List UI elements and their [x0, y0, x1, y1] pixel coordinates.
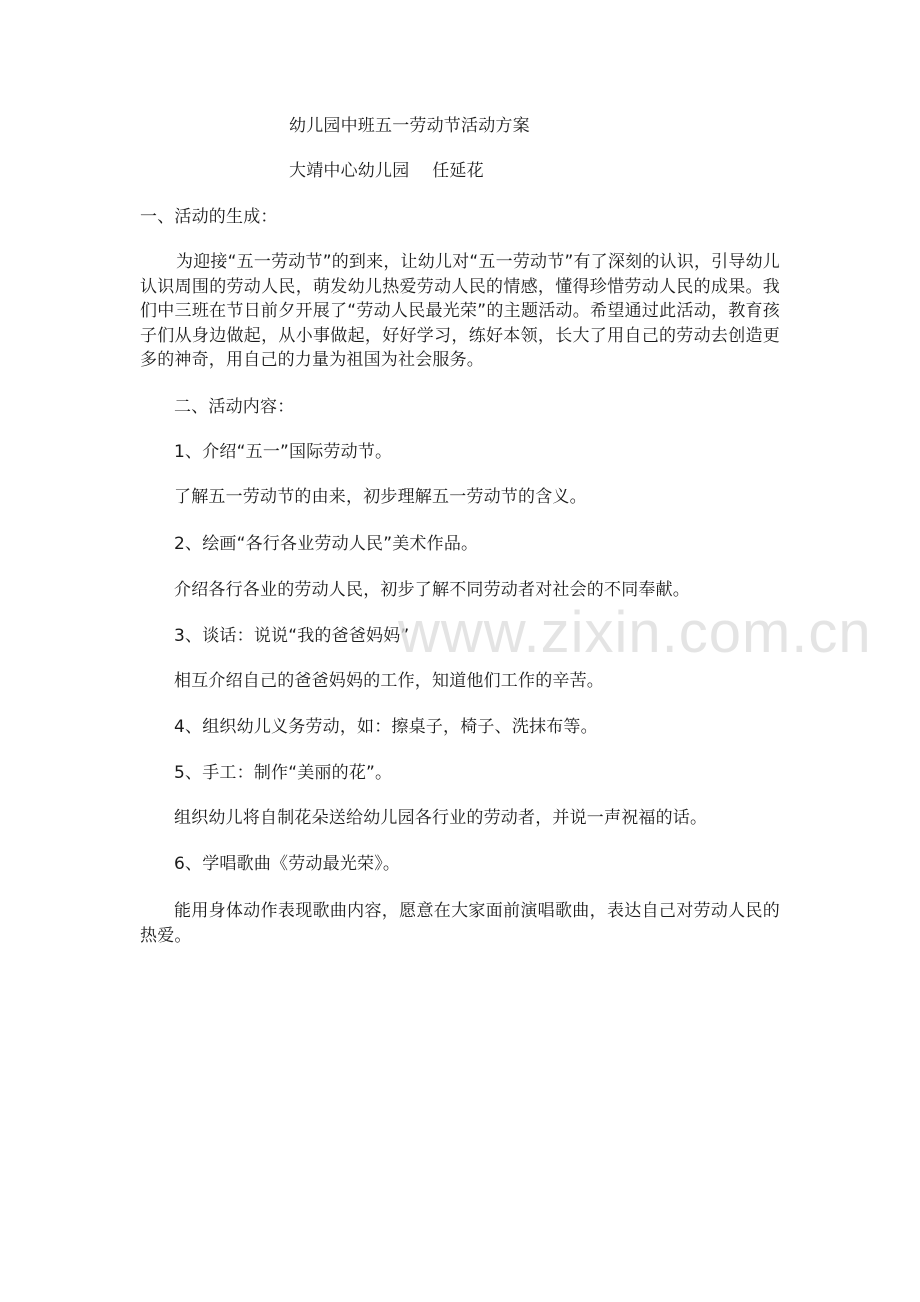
list-item-5-description: 组织幼儿将自制花朵送给幼儿园各行业的劳动者，并说一声祝福的话。	[174, 808, 708, 828]
list-item-5: 5、手工：制作“美丽的花”。	[174, 763, 393, 783]
list-item-1: 1、介绍“五一”国际劳动节。	[174, 442, 393, 462]
list-item-4: 4、组织幼儿义务劳动，如：擦桌子，椅子、洗抹布等。	[174, 717, 598, 737]
list-item-1-description: 了解五一劳动节的由来，初步理解五一劳动节的含义。	[174, 487, 587, 507]
list-item-6-description: 能用身体动作表现歌曲内容，愿意在大家面前演唱歌曲，表达自己对劳动人民的热爱。	[140, 901, 780, 946]
list-item-2-description: 介绍各行各业的劳动人民，初步了解不同劳动者对社会的不同奉献。	[174, 580, 690, 600]
list-item-6: 6、学唱歌曲《劳动最光荣》。	[174, 854, 401, 874]
document-author: 大靖中心幼儿园 任延花	[289, 161, 484, 181]
watermark: www.zixin.com.cn	[398, 600, 872, 665]
section-1-heading: 一、活动的生成：	[140, 207, 278, 227]
section-1-paragraph: 为迎接“五一劳动节”的到来，让幼儿对“五一劳动节”有了深刻的认识，引导幼儿认识周围的劳动人民，萌发幼儿热爱劳动人民的情感，懂得珍惜劳动人民的成果。我们中三班在节日前夕开展了“劳动人民最光荣”的主题活动。希望通过此活动，教育孩子们从身边做起，从小事做起，好好学习，练好本领，长大了用自己的劳动去创造更多的神奇，用自己的力量为祖国为社会服务。	[140, 252, 780, 371]
list-item-2: 2、绘画“各行各业劳动人民”美术作品。	[174, 534, 479, 554]
document-title: 幼儿园中班五一劳动节活动方案	[289, 116, 530, 136]
list-item-3: 3、谈话：说说“我的爸爸妈妈”	[174, 626, 410, 646]
section-2-heading: 二、活动内容：	[174, 397, 295, 417]
list-item-3-description: 相互介绍自己的爸爸妈妈的工作，知道他们工作的辛苦。	[174, 671, 604, 691]
